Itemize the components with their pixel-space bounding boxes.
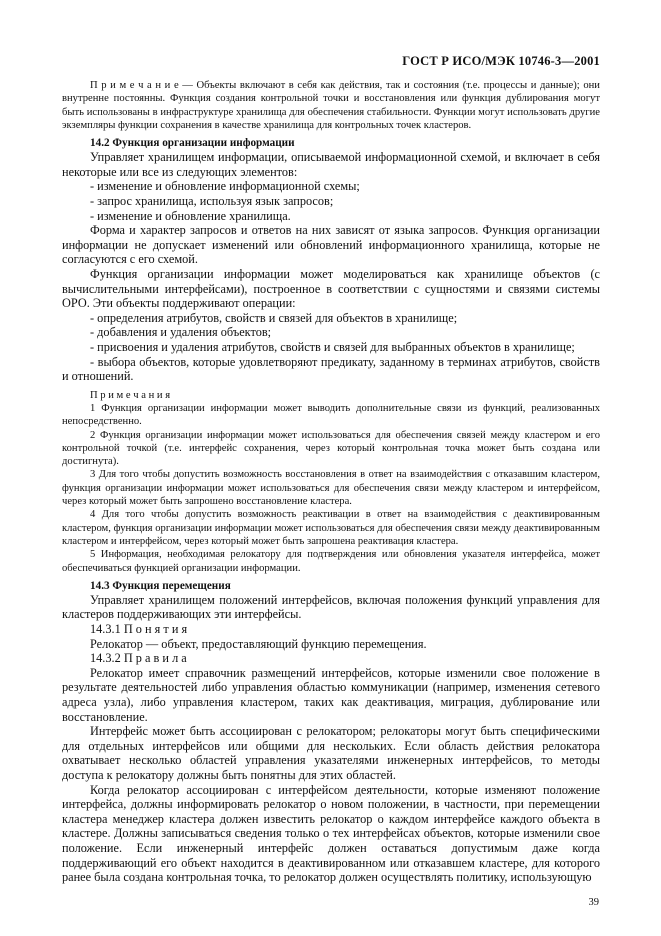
page-number: 39: [588, 897, 599, 908]
list-2-item-3: - присвоения и удаления атрибутов, свойств и связей для выбранных объектов в хранилище;: [90, 339, 575, 354]
list-2-item-4: - выбора объектов, которые удовлетворяют предикату, заданному в терминах атрибутов, свойств и отношений.: [62, 354, 600, 384]
subsection-14-3-1-number: 14.3.1: [90, 622, 121, 637]
section-14-2-heading: 14.2 Функция организации информации: [90, 137, 295, 150]
section-14-3-para-1: Управляет хранилищем положений интерфейсов, включая положения функций управления для кластеров поддерживающих эти интерфейсы.: [62, 592, 600, 622]
subsection-14-3-2-number: 14.3.2: [90, 651, 121, 666]
subsection-14-3-2-heading: [62, 651, 600, 666]
note-5: 5 Информация, необходимая релокатору для подтверждения или обновления указателя интерфейса, может обеспечиваться функцией организации информации.: [62, 549, 600, 574]
section-14-3-heading: 14.3 Функция перемещения: [90, 579, 231, 592]
subsection-14-3-1-heading: [62, 622, 600, 637]
note-3: 3 Для того чтобы допустить возможность восстановления в ответ на взаимодействия с отказавшим кластером, функция организации информации может использоваться для обеспечения связи между кластером и интерфейсом, через который может быть запрошено восстановление кластера.: [62, 469, 600, 508]
note-2: 2 Функция организации информации может использоваться для обеспечения связей между кластером и его контрольной точкой (т.е. интерфейс сохранения, через который контрольная точка может быть создана или достигнута).: [62, 429, 600, 468]
note-1: 1 Функция организации информации может выводить дополнительные связи из функций, реализованных непосредственно.: [62, 402, 600, 428]
list-1-item-3: - изменение и обновление хранилища.: [90, 208, 291, 223]
list-1-item-2: - запрос хранилища, используя язык запросов;: [90, 193, 334, 208]
list-2-item-1: - определения атрибутов, свойств и связей для объектов в хранилище;: [90, 310, 458, 325]
intro-note-text: — Объекты включают в себя как действия, так и состояния (т.е. процессы и данные); они внутренне постоянны. Функция создания контрольной точки и восстановления или функция дублирования могут быть использованы в инфраструктуре хранилища для обеспечения стабильности. Функции могут использовать другие экземпляры функции сохранения в качестве хранилища для контрольных точек кластеров.: [62, 80, 600, 131]
list-2-item-2: - добавления и удаления объектов;: [90, 325, 272, 340]
list-1-item-1: - изменение и обновление информационной схемы;: [90, 179, 360, 194]
page-body: [62, 54, 600, 885]
section-14-3-para-3: Интерфейс может быть ассоциирован с релокатором; релокаторы могут быть специфическими для отдельных интерфейсов или общими для нескольких. Если область действия релокатора охватывает несколько областей управления указателями инженерных интерфейсов, то методы доступа к релокатору должны быть понятны для этих областей.: [62, 724, 600, 782]
note-4: 4 Для того чтобы допустить возможность реактивации в ответ на взаимодействия с деактивированным кластером, функция организации информации может использоваться для обеспечения связи между деактивированным кластером и интерфейсом, через который может быть запрошена реактивация кластера.: [62, 509, 600, 547]
section-14-2-para-2: Форма и характер запросов и ответов на них зависят от языка запросов. Функция организации информации не допускает изменений или обновлений информационного хранилища, которые не согласуются с его схемой.: [62, 223, 600, 267]
notes-label: П р и м е ч а н и я: [90, 389, 171, 401]
subsection-14-3-1-text: Релокатор — объект, предоставляющий функцию перемещения.: [90, 636, 427, 651]
section-14-3-para-4: Когда релокатор ассоциирован с интерфейсом деятельности, которые изменяют положение интерфейса, должны информировать релокатор о новом положении, в частности, при перемещении кластера менеджер кластера должен известить релокатор о каждом интерфейсе каждого объекта в кластере. Должны записываться сведения только о тех интерфейсах объектов, которые изменили свое положение. Если инженерный интерфейс должен оставаться допустимым даже когда поддерживающий его объект находится в деактивированном или отказавшем кластере, для которого ранее была создана контрольная точка, то релокатор должен осуществлять политику, использующую: [62, 782, 600, 885]
section-14-3-para-2: Релокатор имеет справочник размещений интерфейсов, которые изменили свое положение в результате деятельностей либо управления областью коммуникации (например, изменения сетевого адреса узла), либо управления кластером, таких как деактивация, миграция, дублирование или восстановление.: [62, 665, 600, 724]
section-14-2-para-3: Функция организации информации может моделироваться как хранилище объектов (с вычислительными интерфейсами), построенное в соответствии с сущностями и связями системы ОРО. Эти объекты поддерживают операции:: [62, 266, 600, 311]
section-14-2-para-1: Управляет хранилищем информации, описываемой информационной схемой, и включает в себя некоторые или все из следующих элементов:: [62, 150, 600, 179]
document-header: ГОСТ Р ИСО/МЭК 10746-3—2001: [402, 54, 600, 68]
intro-note-label: П р и м е ч а н и е: [90, 80, 179, 91]
subsection-14-3-1-title: П о н я т и я: [123, 622, 188, 637]
subsection-14-3-2-title: П р а в и л а: [123, 651, 187, 666]
intro-note: [62, 79, 600, 132]
